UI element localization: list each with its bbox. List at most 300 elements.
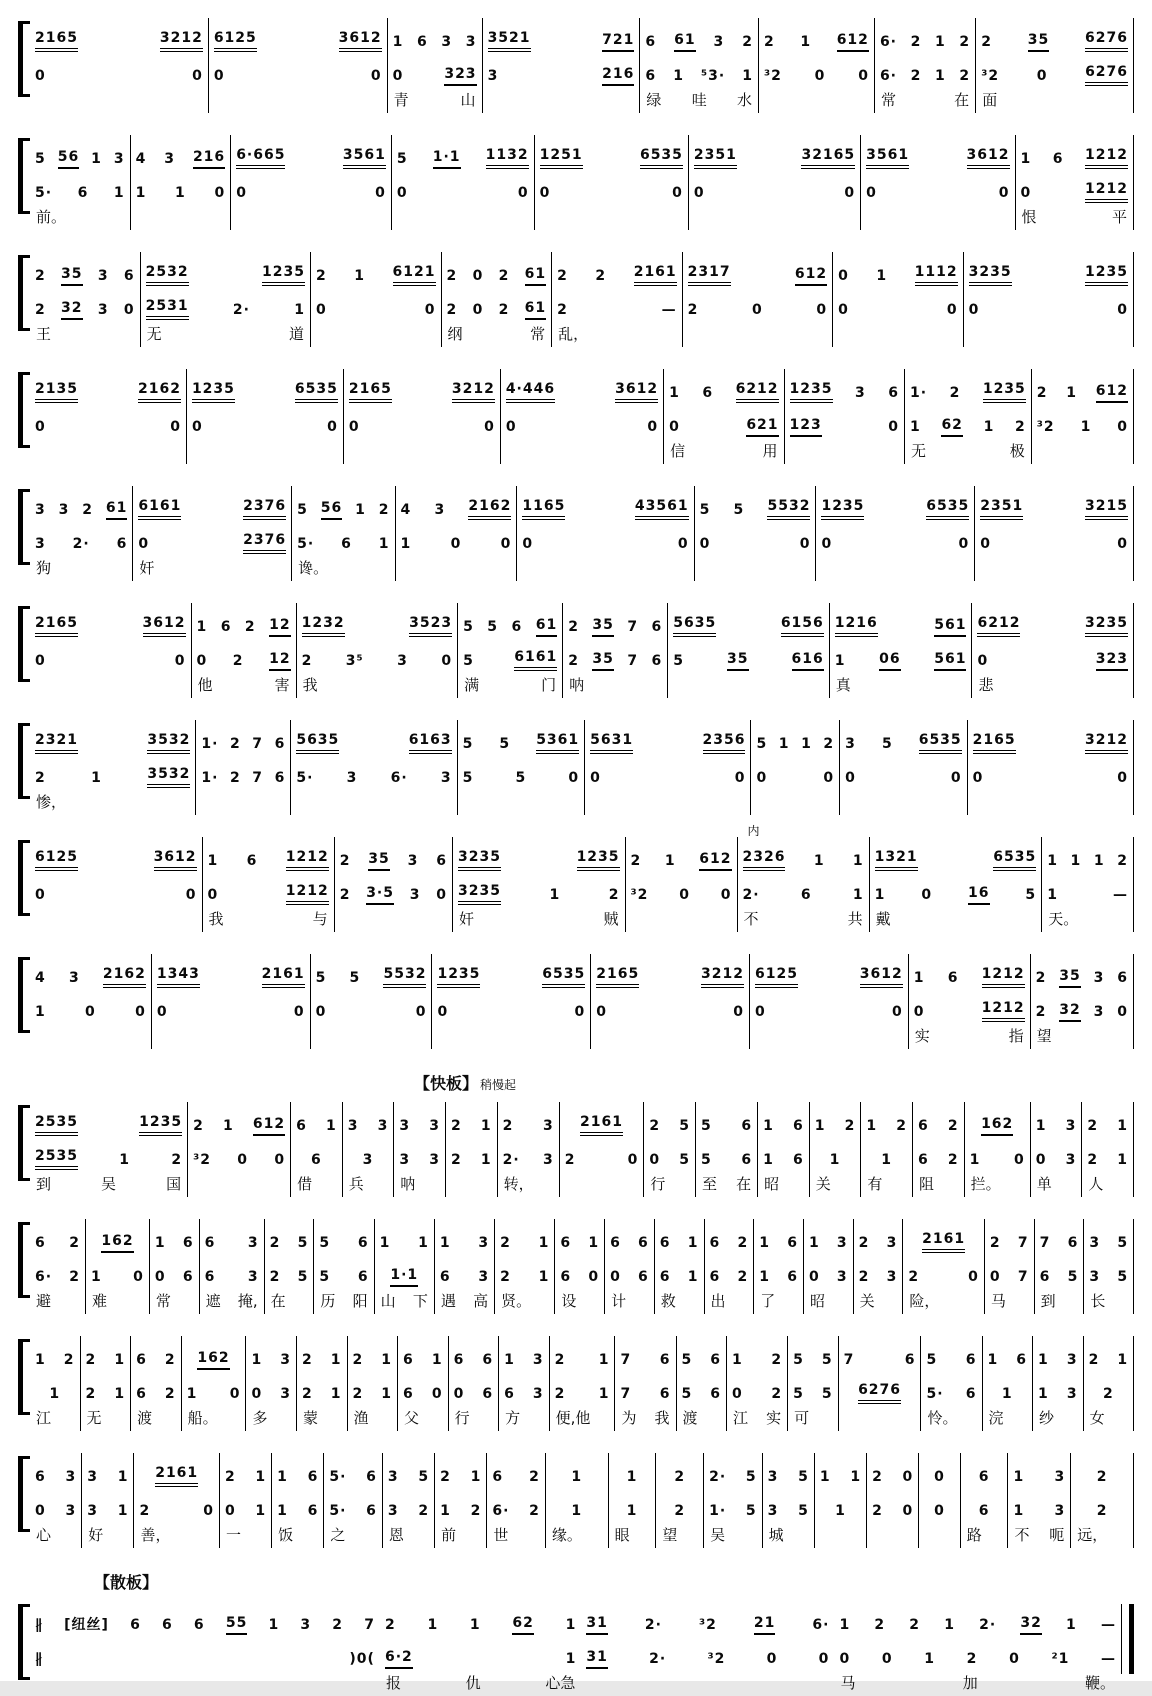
accompaniment-line [316,252,436,286]
lyric-text: 渡 [137,1409,153,1427]
note-token: 5· [35,184,53,201]
lyrics-line [35,1521,76,1548]
note-token: 0 [766,1650,778,1667]
note-token: 0 [902,1468,914,1485]
measure [615,1336,676,1431]
lyrics-line [155,1287,194,1314]
note-token: 6 [296,1117,307,1134]
lyric-text: 戴 [875,910,891,928]
measure [435,1219,495,1314]
system-bracket [18,1105,30,1181]
vocal-line [35,52,203,86]
accompaniment-line [701,1102,752,1136]
note-token: 1 [1038,1385,1049,1402]
measure [30,369,187,464]
accompaniment-line [620,1336,670,1370]
lyrics-line [139,1521,214,1548]
note-token: 2· [502,1151,520,1168]
vocal-line [914,988,1025,1022]
note-token: 2 [554,1385,566,1402]
measure [30,603,192,698]
note-token: 6 [136,1385,147,1402]
note-token: 61 [536,617,557,637]
note-token: 3 [441,33,453,50]
note-token: 2 [332,1616,344,1633]
lyric-text: 多 [252,1409,268,1427]
note-token: 3 [543,1117,554,1134]
measure [976,18,1134,113]
note-token: 5 [1067,1268,1079,1285]
note-token: 1235 [790,381,833,403]
note-token: 6 [560,1268,572,1285]
accompaniment-line [694,135,855,169]
measure [870,837,1043,932]
measure-row [30,135,1134,230]
accompaniment-line [682,1336,722,1370]
measure [30,252,141,347]
note-token: 1235 [577,849,620,871]
note-token: 2162 [103,966,146,988]
note-token: 6· [35,1268,53,1285]
note-token: 0 [839,1650,851,1667]
note-token: 1 [829,1151,841,1168]
measure [560,1102,645,1197]
note-token: 0 [888,418,900,435]
lyric-text: 国 [166,1175,182,1193]
note-token: 2 [35,301,46,318]
measure [605,1219,655,1314]
lyrics-line [329,1521,377,1548]
note-token: 1 [470,1468,482,1485]
lyrics-line [926,1404,976,1431]
note-token: 3 [429,1117,440,1134]
note-token: 2 [440,1468,451,1485]
vocal-line [660,1253,699,1287]
note-token: 0 [799,535,811,552]
vocal-line [990,1253,1029,1287]
vocal-line [700,520,811,554]
note-token: 3 [164,150,176,167]
lyrics-line [503,1170,554,1197]
accompaniment-line [504,1336,544,1370]
note-token: 6 [610,1234,621,1251]
lyric-text: 昭 [764,1175,780,1193]
accompaniment-line [302,1336,342,1370]
note-token: ³2 [698,1616,717,1633]
note-token: 32165 [801,147,855,169]
accompaniment-line [859,1219,898,1253]
note-token: 1 [400,535,412,552]
lyrics-line [35,320,135,347]
note-token: 1 [801,735,812,752]
lyrics-line [187,1404,241,1431]
lyrics-line [403,1404,443,1431]
note-token: 3561 [866,147,909,169]
vocal-line [844,1370,916,1404]
note-token: 1 [1020,150,1032,167]
lyric-text: 可 [794,1409,810,1427]
note-token: 2 [764,33,775,50]
note-token: 5 [319,1234,331,1251]
lyric-text: 心急 [545,1674,576,1692]
vocal-line [669,403,778,437]
note-token: 2 [315,267,327,284]
measure-row [30,1453,1134,1548]
vocal-line [463,754,580,788]
note-token: 5· [926,1385,944,1402]
note-token: 0 [679,886,690,903]
lyric-text: 前 [441,1526,457,1544]
accompaniment-line [451,1102,492,1136]
vocal-line [35,169,125,203]
measure [1016,135,1135,230]
lyrics-line [620,1404,670,1431]
vocal-line [35,520,127,554]
measure [501,369,664,464]
note-token: 0 [977,652,989,669]
measure [839,1336,922,1431]
note-token: 2161 [262,966,305,988]
note-token: 1 [381,1351,393,1368]
lyric-text: 实 [766,1409,782,1427]
note-token: 0 [500,535,512,552]
lyrics-line [437,1022,585,1049]
lyrics-line [661,1521,698,1548]
note-token: 0 [1014,1151,1025,1168]
lyrics-line [859,1287,898,1314]
note-token: 2 [896,1117,907,1134]
accompaniment-line [969,252,1128,286]
measure [458,720,586,815]
accompaniment-line [988,1336,1028,1370]
measure [82,1453,134,1548]
note-token: 0 [436,886,447,903]
note-token: 2 [910,33,922,50]
note-token: 5 [821,1385,833,1402]
vocal-line [764,52,869,86]
note-token: 6 [978,1468,990,1485]
note-token: 3 [409,886,421,903]
note-token: 5532 [767,498,810,520]
note-token: 3 [65,1502,77,1519]
lyrics-line [270,1287,309,1314]
note-token: 0 [154,1268,166,1285]
note-token: 3235 [458,849,501,871]
lyric-text: 马 [990,1292,1006,1310]
note-token: 0 [818,1650,830,1667]
note-token: 2 [959,67,971,84]
note-token: 3612 [339,30,382,52]
section-label-main: 【散板】 [94,1573,159,1592]
note-token: — [661,301,677,318]
note-token: 1·1 [433,149,461,169]
note-token: 6·2 [385,1649,413,1669]
accompaniment-line [349,369,495,403]
note-token: 0 [1117,418,1129,435]
vocal-line [193,1136,285,1170]
note-token: 2 [301,652,313,669]
note-token: 3 [836,1234,848,1251]
note-token: 0 [453,1385,465,1402]
note-token: 3 [478,1234,490,1251]
note-token: 0 [424,301,436,318]
note-token: 6 [77,184,89,201]
lyrics-line [838,320,958,347]
note-token: 0 [756,769,768,786]
note-token: 6 [792,1151,804,1168]
lyric-text: 恩 [388,1526,404,1544]
lyrics-line [35,788,190,815]
vocal-line [214,52,382,86]
note-token: 162 [197,1350,229,1370]
note-token: 0 [733,1003,744,1020]
note-token: 32 [61,300,82,320]
note-token: 6 [357,1234,369,1251]
note-token: 2 [858,1268,870,1285]
measure [311,954,433,1049]
lyric-text: 用 [762,442,778,460]
lyric-text: 为 [621,1409,637,1427]
vocal-line [136,1370,176,1404]
accompaniment-line [910,369,1026,403]
lyrics-line [1021,203,1129,230]
accompaniment-line [768,1453,809,1487]
accompaniment-line [35,1453,76,1487]
score-system [18,486,1134,581]
note-token: 6 [439,1268,451,1285]
note-token: 0 [568,769,580,786]
note-token: 5 [821,1351,833,1368]
note-token: 5 [1025,886,1037,903]
note-token: 1 [732,1351,743,1368]
note-token: 35 [592,651,613,671]
measure [297,603,459,698]
note-token: 2 [500,1234,511,1251]
note-token: 2 [959,33,971,50]
note-token: 2 [874,1616,886,1633]
measure [1084,1219,1134,1314]
note-token: 3 [713,33,725,50]
lyric-text: 常 [880,91,896,109]
note-token: 1 [1035,1117,1047,1134]
note-token: 0 [327,418,338,435]
measure [30,135,131,230]
note-token: 55 [226,1615,247,1635]
note-token: 1235 [983,381,1026,403]
note-token: 1 [379,1234,391,1251]
accompaniment-line [551,1453,603,1487]
vocal-line [1040,1253,1079,1287]
accompaniment-line [437,954,585,988]
note-token: 3 [87,1502,98,1519]
note-token: 1 [808,1234,820,1251]
measure [705,1219,755,1314]
lyrics-line [990,1287,1029,1314]
lyric-text: 世 [493,1526,509,1544]
score-system [18,720,1134,815]
note-token: 6 [403,1351,414,1368]
measure [398,1336,449,1431]
annotation-nei: 内 [747,824,760,838]
note-token: 2 [301,1351,313,1368]
vocal-line [302,1370,342,1404]
note-token: 2 [1096,1468,1108,1485]
note-token: 2 [687,301,699,318]
vocal-line [756,754,834,788]
note-token: 2376 [243,498,286,520]
score-system [18,1102,1134,1197]
vocal-line [568,637,662,671]
lyrics-line [458,905,620,932]
vocal-line [35,637,186,671]
note-token: 61 [525,300,546,320]
note-token: 1 [480,1117,492,1134]
note-token: 35 [1028,32,1049,52]
measure-row [30,486,1134,581]
measure [546,1453,609,1548]
vocal-line [201,754,285,788]
accompaniment-line [918,1102,959,1136]
note-token: 6161 [138,498,181,520]
note-token: 3 [87,1468,98,1485]
measure [30,1336,81,1431]
accompaniment-line [296,720,451,754]
vocal-line [1036,988,1128,1022]
note-token: ³2 [1036,418,1055,435]
note-token: — [1113,886,1128,903]
accompaniment-line [872,1453,913,1487]
vocal-line [631,871,732,905]
measure [458,603,563,698]
lyric-text: 贼 [603,910,619,928]
measure [759,18,875,113]
note-token: 323 [1096,651,1128,671]
vocal-line [35,1136,182,1170]
vocal-line [820,1487,861,1521]
lyrics-line [197,671,291,698]
vocal-line [560,1253,599,1287]
lyrics-line [319,1287,368,1314]
vocal-line [565,1136,639,1170]
accompaniment-line [614,1453,651,1487]
note-token: 0 [892,1003,903,1020]
note-token: 2 [224,1468,236,1485]
lyrics-line [447,320,547,347]
note-token: 0 [135,1003,146,1020]
note-token: 6 [659,1268,671,1285]
measure-row [30,720,1134,815]
vocal-line [682,1370,722,1404]
accompaniment-line [838,252,958,286]
note-token: 3 [1093,1003,1105,1020]
vocal-line [732,1370,782,1404]
note-token: 6· [879,33,897,50]
note-token: 0 [133,1268,144,1285]
vocal-line [1036,1136,1077,1170]
note-token: 1 [987,1351,999,1368]
accompaniment-line [709,1453,757,1487]
lyrics-line [35,203,125,230]
note-token: 2· [709,1468,727,1485]
lyric-text: 计 [611,1292,627,1310]
note-token: 3 [399,1151,411,1168]
lyric-text: 昭 [809,1292,825,1310]
note-token: 1 [91,150,102,167]
note-token: 6535 [919,732,962,754]
note-token: 3 [465,33,477,50]
accompaniment-line [208,837,329,871]
vocal-line [649,1136,690,1170]
note-token: 6 [888,384,900,401]
lyrics-line [349,437,495,464]
measure [810,1102,862,1197]
note-token: 0 [693,184,705,201]
note-token: 3523 [409,615,452,637]
note-token: 5 [733,501,745,518]
lyric-text: 呐 [569,676,585,694]
note-token: ³2 [193,1151,211,1168]
accompaniment-line [866,135,1009,169]
note-token: 1112 [915,264,958,286]
lyrics-line [872,1521,913,1548]
note-token: 0 [156,1003,168,1020]
note-token: 6 [710,1351,722,1368]
lyrics-line [35,905,197,932]
note-token: 0 [574,1003,586,1020]
note-token: 6 [1052,150,1064,167]
note-token: 3235 [458,883,501,905]
note-token: 6 [341,535,352,552]
vocal-line [316,988,427,1022]
vocal-line [661,1487,698,1521]
measure [30,720,196,815]
accompaniment-line [139,1453,214,1487]
measure [763,1453,815,1548]
note-token: 3 [399,1117,411,1134]
note-token: 0 [203,1502,214,1519]
note-token: 32 [1059,1002,1080,1022]
note-token: 0 [1117,769,1128,786]
vocal-line [138,520,286,554]
note-token: — [1101,1650,1116,1667]
measure [335,837,453,932]
note-token: 1 [418,1234,429,1251]
note-token: 2 [529,1502,540,1519]
vocal-line [910,403,1026,437]
lyrics-line [157,1022,305,1049]
measure [591,954,750,1049]
note-token: 6 [638,1268,649,1285]
note-token: 7 [1039,1234,1051,1251]
vocal-line [403,1370,443,1404]
note-token: 6125 [755,966,798,988]
note-token: 6 [787,1268,798,1285]
vocal-line [815,1136,856,1170]
note-token: 1 [763,1151,774,1168]
note-token: 2 [498,301,510,318]
note-token: 3 [113,150,125,167]
lyric-text: 狗 [36,559,52,577]
note-token: 1 [598,1351,610,1368]
vocal-line [316,286,436,320]
accompaniment-line [35,486,127,520]
note-token: 6 [792,1117,804,1134]
score-systems-container [16,18,1138,1696]
note-token: 3212 [452,381,495,403]
lyric-text: 便,他 [555,1409,591,1427]
accompaniment-line [488,18,635,52]
accompaniment-line [522,486,688,520]
